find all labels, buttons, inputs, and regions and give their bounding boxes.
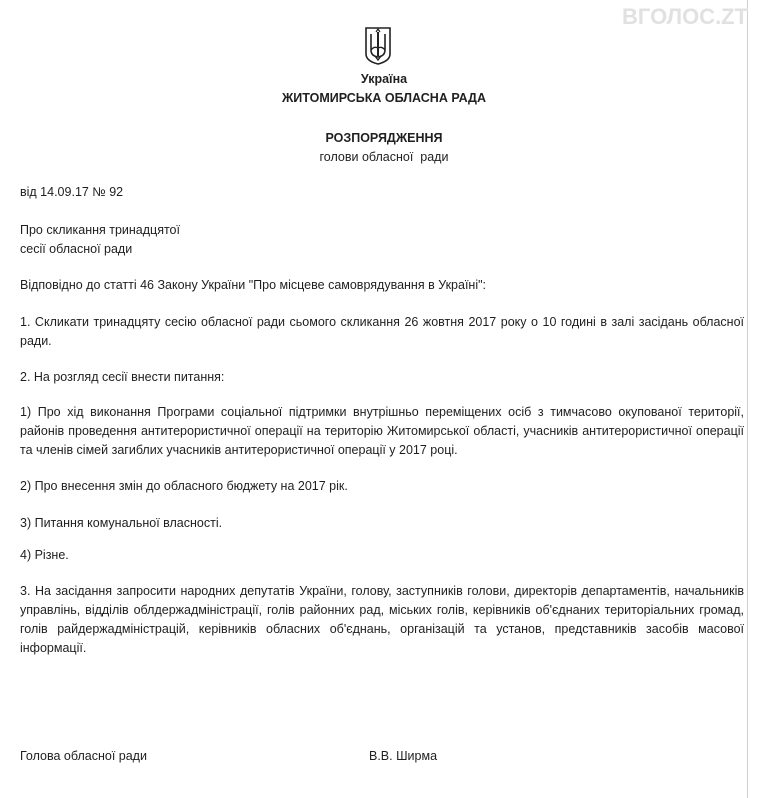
date-and-number: від 14.09.17 № 92 xyxy=(20,185,124,199)
point-3-paragraph: 3. На засідання запросити народних депутатів України, голову, заступників голови, директорів департаментів, начальників управлінь, відділів облдержадміністрації, голів районних рад, міських голів, керівників об'єднаних територіальних громад, голів райдержадміністрацій, керівників обласних об'єднань, організацій та установ, представників засобів масової інформації. xyxy=(20,584,744,655)
subject-line-1: Про скликання тринадцятої xyxy=(20,223,180,237)
subject-line-2: сесії обласної ради xyxy=(20,242,133,256)
signature-position: Голова обласної ради xyxy=(20,749,147,763)
site-watermark: ВГОЛОС.ZT xyxy=(622,4,749,29)
document-subtype: голови обласної ради xyxy=(319,150,449,164)
preamble-paragraph: Відповідно до статті 46 Закону України "Про місцеве самоврядування в Україні": xyxy=(20,278,487,292)
document-type: РОЗПОРЯДЖЕННЯ xyxy=(325,131,443,145)
point-2-paragraph: 2. На розгляд сесії внести питання: xyxy=(20,370,225,384)
signature-name: В.В. Ширма xyxy=(369,749,438,763)
page-edge-divider xyxy=(747,0,748,798)
coat-of-arms-icon xyxy=(363,26,393,66)
council-name: ЖИТОМИРСЬКА ОБЛАСНА РАДА xyxy=(282,91,486,105)
agenda-item-4: 4) Різне. xyxy=(20,548,69,562)
agenda-item-2: 2) Про внесення змін до обласного бюджету на 2017 рік. xyxy=(20,479,348,493)
point-1-paragraph: 1. Скликати тринадцяту сесію обласної ради сьомого скликання 26 жовтня 2017 року о 10 годині в залі засідань обласної ради. xyxy=(20,315,744,348)
agenda-item-3: 3) Питання комунальної власності. xyxy=(20,516,223,530)
country-name: Україна xyxy=(360,72,408,86)
agenda-item-1: 1) Про хід виконання Програми соціальної підтримки внутрішньо переміщених осіб з тимчасово окупованої території, районів проведення антитерористичної операції на територію Житомирської області, учасників антитерористичної операції та членів сімей загиблих учасників антитерористичної операції у 2017 році. xyxy=(20,405,744,457)
